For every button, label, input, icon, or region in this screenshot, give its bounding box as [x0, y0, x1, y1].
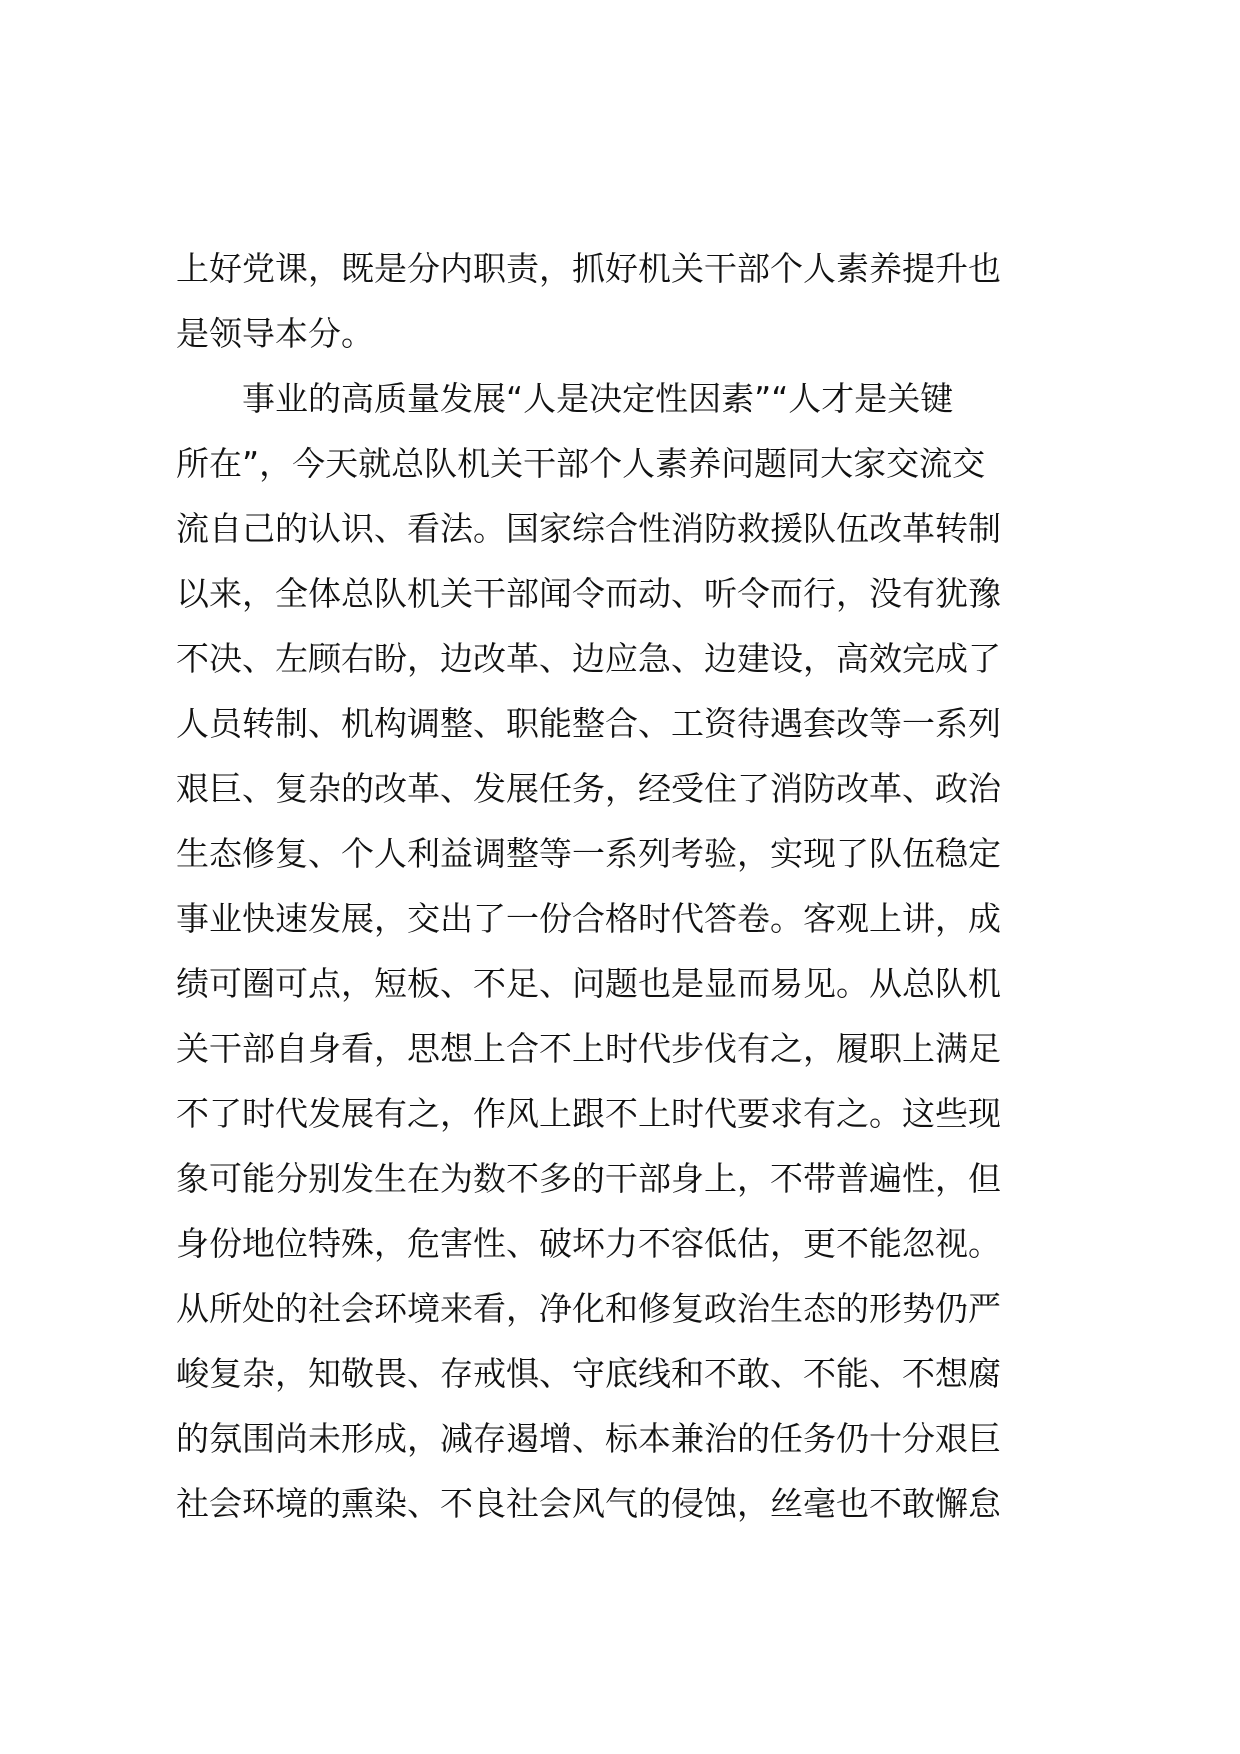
text-line: 以来，全体总队机关干部闻令而动、听令而行，没有犹豫 [176, 574, 1001, 613]
text-line: 社会环境的熏染、不良社会风气的侵蚀，丝毫也不敢懈怠 [176, 1484, 1001, 1523]
body-text [176, 236, 1094, 1536]
text-line: 上好党课，既是分内职责，抓好机关干部个人素养提升也 [176, 249, 1001, 288]
paragraph-start-line: 事业的高质量发展“人是决定性因素”“人才是关键 [242, 379, 954, 418]
text-line: 关干部自身看，思想上合不上时代步伐有之，履职上满足 [176, 1029, 1001, 1068]
text-line: 不决、左顾右盼，边改革、边应急、边建设，高效完成了 [176, 639, 1001, 678]
text-line: 绩可圈可点，短板、不足、问题也是显而易见。从总队机 [176, 964, 1001, 1003]
text-line: 是领导本分。 [176, 314, 374, 353]
text-line: 艰巨、复杂的改革、发展任务，经受住了消防改革、政治 [176, 769, 1001, 808]
text-line: 的氛围尚未形成，减存遏增、标本兼治的任务仍十分艰巨 [176, 1419, 1001, 1458]
text-line: 所在”，今天就总队机关干部个人素养问题同大家交流交 [176, 444, 986, 483]
text-line: 不了时代发展有之，作风上跟不上时代要求有之。这些现 [176, 1094, 1001, 1133]
text-line: 峻复杂，知敬畏、存戒惧、守底线和不敢、不能、不想腐 [176, 1354, 1001, 1393]
text-line: 身份地位特殊，危害性、破坏力不容低估，更不能忽视。 [176, 1224, 1001, 1263]
text-line: 事业快速发展，交出了一份合格时代答卷。客观上讲，成 [176, 899, 1001, 938]
text-line: 生态修复、个人利益调整等一系列考验，实现了队伍稳定 [176, 834, 1001, 873]
text-line: 象可能分别发生在为数不多的干部身上，不带普遍性，但 [176, 1159, 1001, 1198]
text-line: 从所处的社会环境来看，净化和修复政治生态的形势仍严 [176, 1289, 1001, 1328]
text-line: 人员转制、机构调整、职能整合、工资待遇套改等一系列 [176, 704, 1001, 743]
text-line: 流自己的认识、看法。国家综合性消防救援队伍改革转制 [176, 509, 1001, 548]
